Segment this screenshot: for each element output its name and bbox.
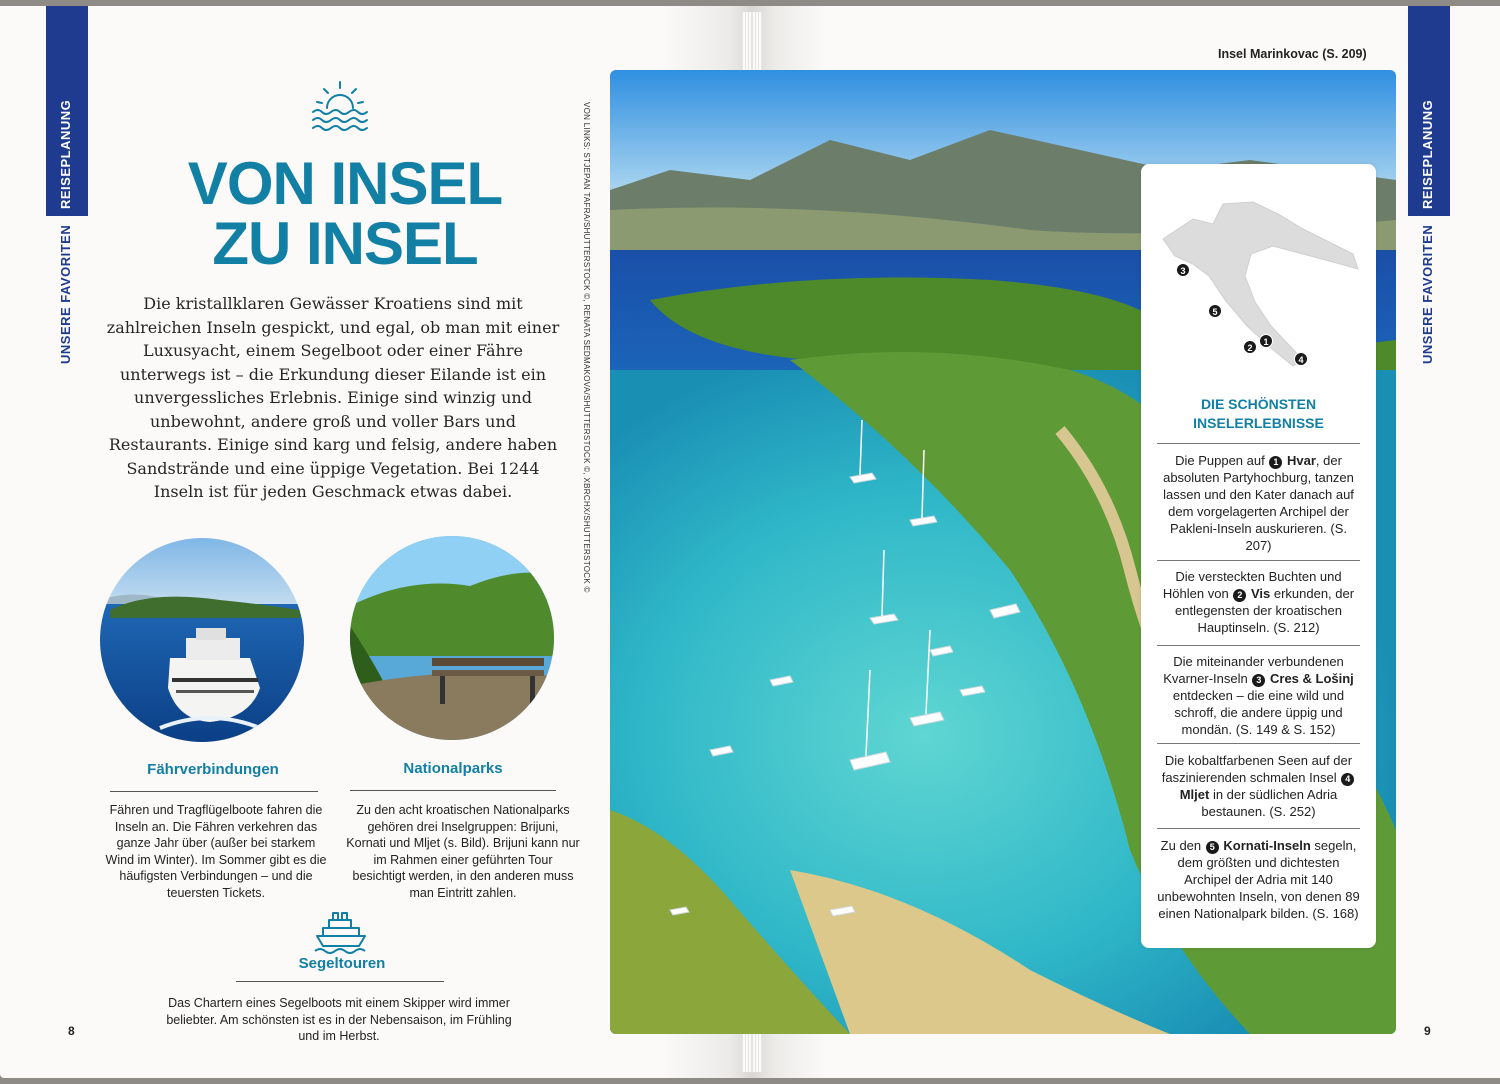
ferries-text: Fähren und Tragflügelboote fahren die Inseln an. Die Fähren verkehren das ganze Jahr über (außer bei starkem Wind im Winter). Im Sommer gibt es die häufigsten Verbindungen – und die teuersten Tickets.	[105, 803, 327, 900]
map-marker: 5	[1208, 304, 1222, 318]
ferries-title: Fährverbindungen	[147, 761, 279, 778]
map-marker: 2	[1243, 340, 1257, 354]
page-headline	[150, 150, 540, 277]
photo-caption: Insel Marinkovac (S. 209)	[1218, 47, 1367, 61]
item-text: segeln, dem größten und dichtesten Archipel der Adria mit 140 unbewohnten Inseln, von denen 89 einen Nationalpark bilden. (S. 168)	[1157, 838, 1360, 921]
box-rule	[1157, 828, 1360, 829]
page-number-right: 9	[1424, 1024, 1431, 1038]
map-marker: 3	[1176, 263, 1190, 277]
sub-tab-label: UNSERE FAVORITEN	[58, 224, 73, 364]
headline-line-2: ZU INSEL	[212, 210, 478, 277]
item-text: Zu den	[1160, 838, 1202, 853]
ferry-ship-icon	[313, 909, 369, 955]
intro-paragraph: Die kristallklaren Gewässer Kroatiens sind mit zahlreichen Inseln gespickt, und egal, ob man mit einer Luxusyacht, einem Segelboot oder einer Fähre unterwegs ist – die Erkundung dieser Eilande ist ein unvergessliches Erlebnis. Einige sind winzig und unbewohnt, andere groß und voller Bars und Restaurants. Einige sind karg und felsig, andere haben Sandstrände und eine üppige Vegetation. Bei 1244 Inseln ist für jeden Geschmack etwas dabei.	[106, 294, 560, 501]
highlight-item-2	[1157, 568, 1360, 636]
highlight-item-1	[1157, 452, 1360, 554]
item-text: Die miteinander verbundenen Kvarner-Inseln	[1163, 654, 1344, 686]
item-text: erkunden, der entlegensten der kroatischen Hauptinseln. (S. 212)	[1175, 586, 1355, 635]
section-tab-label-right: REISEPLANUNG	[1420, 99, 1435, 209]
number-badge: 3	[1252, 674, 1265, 687]
box-title-line-2: INSELERLEBNISSE	[1193, 415, 1324, 431]
map-marker: 1	[1259, 334, 1273, 348]
number-badge: 1	[1269, 456, 1282, 469]
sailing-text: Das Chartern eines Segelboots mit einem Skipper wird immer beliebter. Am schönsten ist es in der Nebensaison, im Frühling und im Herbst.	[166, 996, 512, 1043]
ferries-rule	[110, 791, 318, 792]
item-text: in der südlichen Adria bestaunen. (S. 252)	[1201, 787, 1338, 819]
sun-over-waves-icon	[305, 76, 375, 134]
sub-tab-label-right: UNSERE FAVORITEN	[1420, 224, 1435, 364]
item-text: entdecken – die eine wild und schroff, die andere üppig und mondän. (S. 149 & S. 152)	[1172, 688, 1345, 737]
item-place: Vis	[1250, 586, 1271, 601]
highlight-item-4	[1157, 752, 1360, 820]
item-text: Die Puppen auf	[1175, 453, 1265, 468]
parks-title: Nationalparks	[403, 760, 503, 777]
item-place: Hvar	[1286, 453, 1316, 468]
item-text: , der absoluten Partyhochburg, tanzen lassen und den Kater danach auf dem vorgelagerten Archipel der Pakleni-Inseln auskurieren. (S. 207)	[1163, 453, 1354, 553]
item-place: Kornati-Inseln	[1223, 838, 1311, 853]
ferry-photo	[100, 538, 304, 742]
box-rule	[1157, 743, 1360, 744]
map-marker: 4	[1294, 352, 1308, 366]
sailing-title: Segeltouren	[298, 955, 386, 972]
section-tab-label: REISEPLANUNG	[58, 99, 73, 209]
item-text: Die versteckten Buchten und Höhlen von	[1162, 569, 1342, 601]
box-rule	[1157, 645, 1360, 646]
item-text: Die kobaltfarbenen Seen auf der faszinierenden schmalen Insel	[1161, 753, 1353, 785]
box-rule	[1157, 443, 1360, 444]
headline-line-1: VON INSEL	[187, 150, 503, 217]
photo-credit: VON LINKS: STJEPAN TAFRA/SHUTTERSTOCK ©, RENATA SEDMAKOVA/SHUTTERSTOCK ©, XBRCHX/SHUTTERSTOCK ©	[582, 102, 591, 593]
parks-text: Zu den acht kroatischen Nationalparks gehören drei Inselgruppen: Brijuni, Kornati und Mljet (s. Bild). Brijuni kann nur im Rahmen einer geführten Tour besichtigt werden, in den anderen muss man Eintritt zahlen.	[346, 803, 580, 900]
highlights-box	[1141, 164, 1376, 948]
number-badge: 4	[1341, 773, 1354, 786]
number-badge: 2	[1233, 589, 1246, 602]
highlight-item-3	[1157, 653, 1360, 738]
national-park-photo	[350, 536, 554, 740]
item-place: Cres & Lošinj	[1270, 671, 1354, 686]
page-number-left: 8	[68, 1024, 75, 1038]
parks-rule	[350, 790, 556, 791]
box-title	[1141, 395, 1376, 433]
number-badge: 5	[1206, 841, 1219, 854]
box-title-line-1: DIE SCHÖNSTEN	[1200, 396, 1317, 412]
box-rule	[1157, 560, 1360, 561]
croatia-map-icon	[1153, 184, 1363, 374]
sailing-rule	[236, 981, 444, 982]
highlight-item-5	[1157, 837, 1360, 922]
item-place: Mljet	[1179, 787, 1210, 802]
